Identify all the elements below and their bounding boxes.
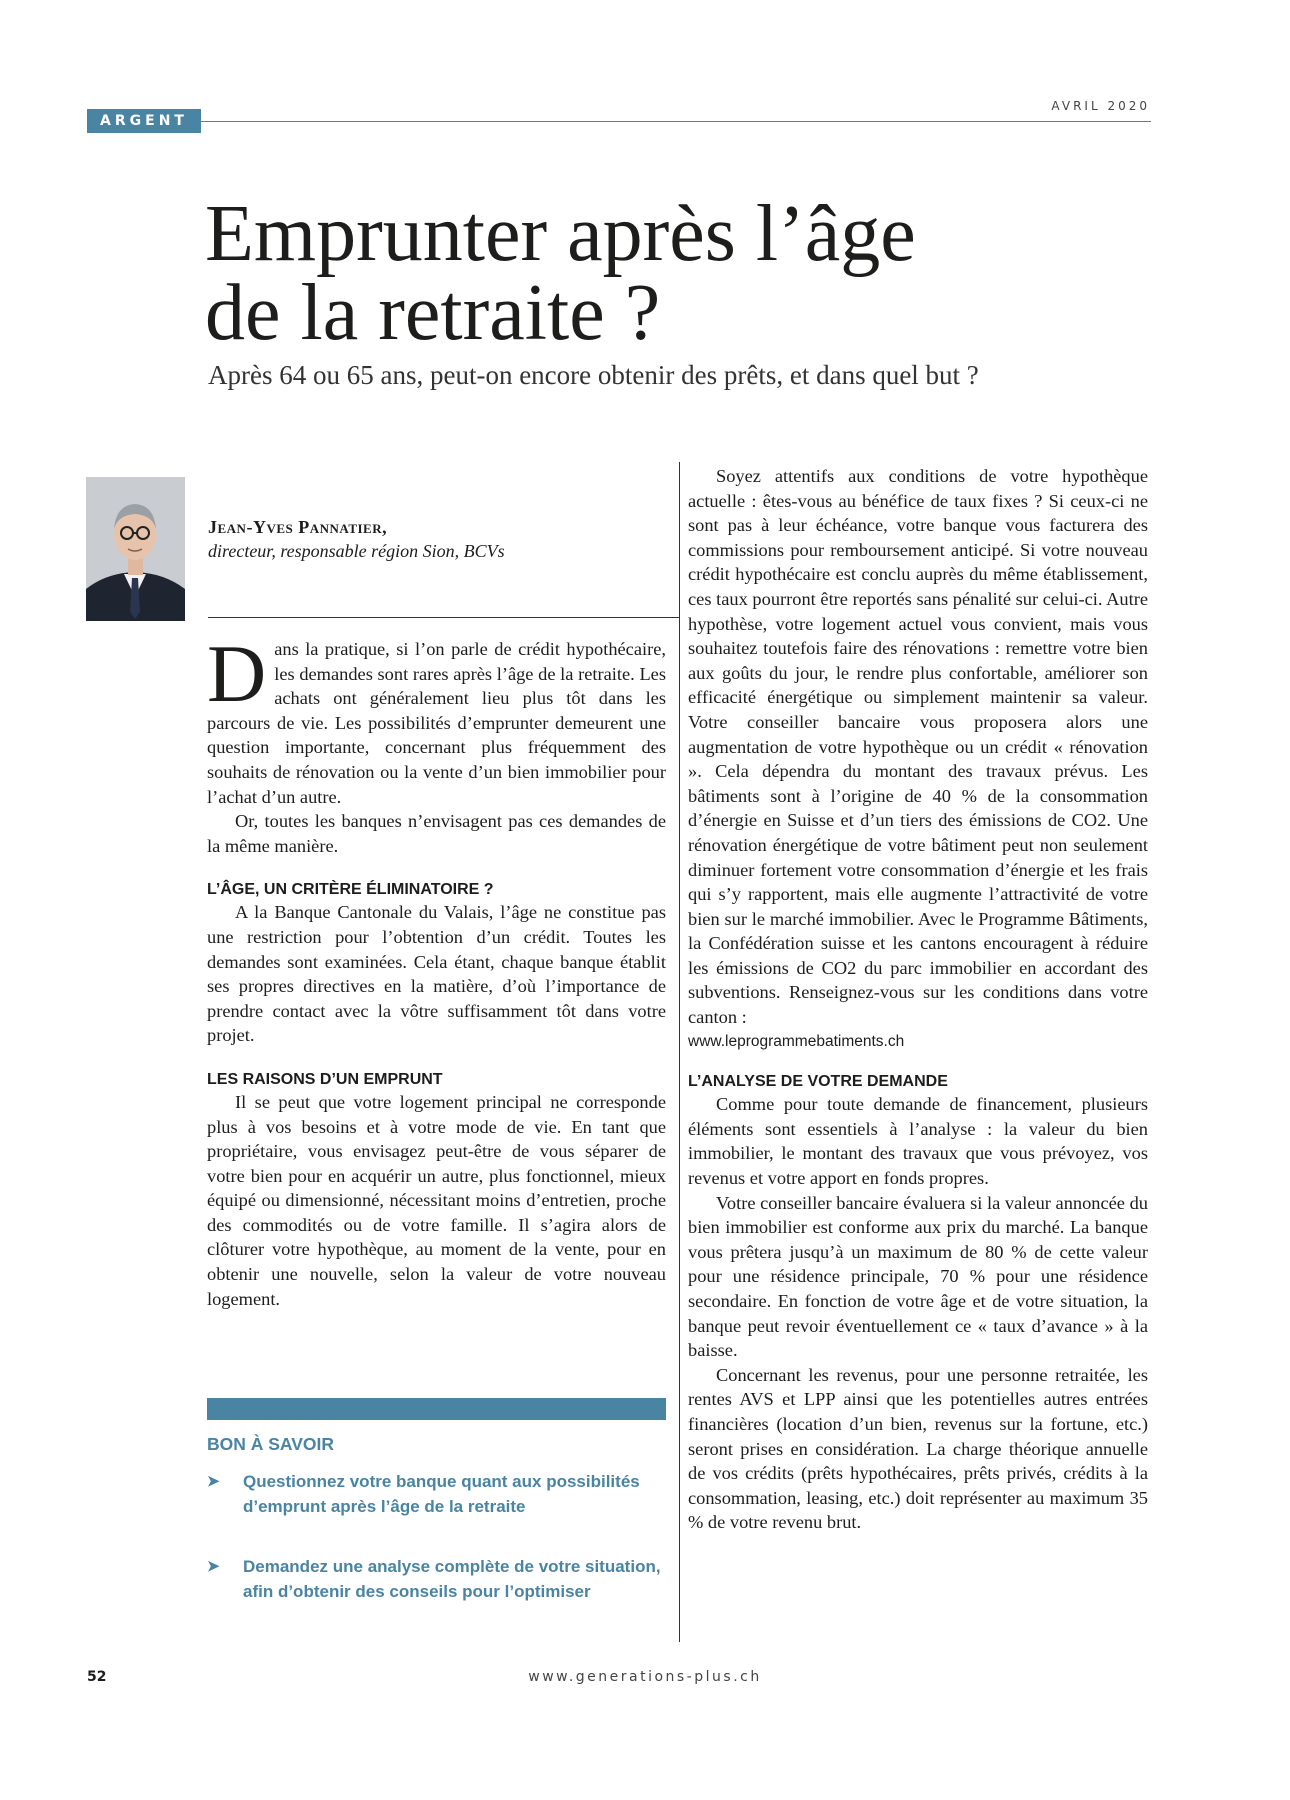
body-paragraph: Il se peut que votre logement principal ne corresponde plus à vos besoins et à votre mode de vie. En tant que propriétaire, vous envisagez peut-être de vous séparer de votre bien pour en acquérir un autre, plus fonctionnel, mieux équipé ou dimensionné, nécessitant moins d’entretien, proche des commodités ou de votre famille. Il s’agira alors de clôturer votre hypothèque, au moment de la vente, pour en obtenir une nouvelle, selon la valeur de votre nouveau logement. [207,1091,666,1309]
section-heading-analysis: L’ANALYSE DE VOTRE DEMANDE [688,1073,948,1091]
info-tip-text: Demandez une analyse complète de votre situation, afin d’obtenir des conseils pour l’optimiser [243,1557,661,1601]
page-number: 52 [87,1669,107,1685]
body-paragraph: Comme pour toute demande de financement, plusieurs éléments sont essentiels à l’analyse : la valeur du bien immobilier, le montant des travaux que vous prévoyez, vos revenus et votre apport en fonds propres. [688,1094,1148,1189]
title-line-2: de la retraite ? [205,269,661,357]
article-subtitle: Après 64 ou 65 ans, peut-on encore obtenir des prêts, et dans quel but ? [208,360,979,390]
drop-cap: D [207,628,267,719]
intro-text: ans la pratique, si l’on parle de crédit hypothécaire, les demandes sont rares après l’âge de la retraite. Les achats ont généralement lieu plus tôt dans les parcours de vie. Les possibilités d’emprunter demeurent une question importante, concernant plus fréquemment des souhaits de rénovation ou la vente d’un bien immobilier pour l’achat d’un autre. [207,639,666,807]
body-paragraph: Votre conseiller bancaire évaluera si la valeur annoncée du bien immobilier est conforme aux prix du marché. La banque vous prêtera jusqu’à un maximum de 80 % de cette valeur pour une résidence principale, 70 % pour une résidence secondaire. En fonction de votre âge et de votre situation, la banque peut revoir éventuellement ce « taux d’avance » à la baisse. [688,1192,1148,1361]
info-tip-text: Questionnez votre banque quant aux possibilités d’emprunt après l’âge de la retraite [243,1472,640,1516]
arrow-right-icon: ➤ [207,1558,220,1575]
intro-paragraph [207,628,666,809]
body-paragraph: Soyez attentifs aux conditions de votre hypothèque actuelle : êtes-vous au bénéfice de taux fixes ? Si ceux-ci ne sont pas à leur échéance, votre banque vous facturera des commissions pour remboursement anticipé. Si votre nouveau crédit hypothécaire est conclu auprès du même établissement, ces taux pourront être reportés sans pénalité sur celui-ci. Autre hypothèse, votre logement actuel vous convient, mais vous souhaitez toutefois faire des rénovations : remettre votre bien aux goûts du jour, le rendre plus confortable, améliorer son efficacité énergétique ou simplement maintenir sa valeur. Votre conseiller bancaire vous proposera alors une augmentation de votre hypothèque ou un crédit « rénovation ». Cela dépendra du montant des travaux prévus. Les bâtiments sont à l’origine de 40 % de la consommation d’énergie en Suisse et d’un tiers des émissions de CO2. Une rénovation énergétique de votre bâtiment peut non seulement diminuer fortement votre consommation d’énergie et les frais qui s’y rapportent, mais elle augmente l’attractivité de votre bien sur le marché immobilier. Avec le Programme Bâtiments, la Confédération suisse et les cantons encouragent à réduire les émissions de CO2 du parc immobilier en accordant des subventions. Renseignez-vous sur les conditions dans votre canton : [688,466,1148,1028]
issue-date: AVRIL 2020 [1051,99,1150,113]
author-name: Jean-Yves Pannatier, [208,517,388,537]
info-box-bar [207,1398,666,1420]
info-tip [207,1555,667,1604]
left-column [207,628,666,1311]
author-portrait-illustration [86,477,185,621]
info-tip [207,1470,667,1519]
author-role: directeur, responsable région Sion, BCVs [208,541,505,561]
author-photo [86,477,185,621]
section-rubric: ARGENT [87,109,201,133]
section-heading-age: L’ÂGE, UN CRITÈRE ÉLIMINATOIRE ? [207,881,494,899]
section-heading-reasons: LES RAISONS D’UN EMPRUNT [207,1070,443,1088]
header-rule [201,121,1151,122]
author-divider [208,617,680,618]
website-link[interactable]: www.generations-plus.ch [528,1669,762,1685]
column-divider [679,462,680,1642]
article-title [205,190,1165,357]
body-paragraph: Concernant les revenus, pour une personne retraitée, les rentes AVS et LPP ainsi que les potentielles autres entrées financières (location d’un bien, revenus sur la fortune, etc.) seront prises en considération. La charge théorique annuelle de vos crédits (prêts hypothécaires, prêts privés, crédits à la consommation, leasing, etc.) doit représenter au maximum 35 % de votre revenu brut. [688,1364,1148,1533]
body-paragraph: Or, toutes les banques n’envisagent pas ces demandes de la même manière. [207,811,666,856]
info-box-title: BON À SAVOIR [207,1434,335,1454]
right-column [688,464,1148,1535]
arrow-right-icon: ➤ [207,1473,220,1490]
body-paragraph: A la Banque Cantonale du Valais, l’âge ne constitue pas une restriction pour l’obtention d’un crédit. Toutes les demandes sont examinées. Cela étant, chaque banque établit ses propres directives en la matière, d’où l’importance de prendre contact avec la vôtre suffisamment tôt dans votre projet. [207,902,666,1046]
title-line-1: Emprunter après l’âge [205,190,916,278]
program-link[interactable]: www.leprogrammebatiments.ch [688,1032,905,1050]
